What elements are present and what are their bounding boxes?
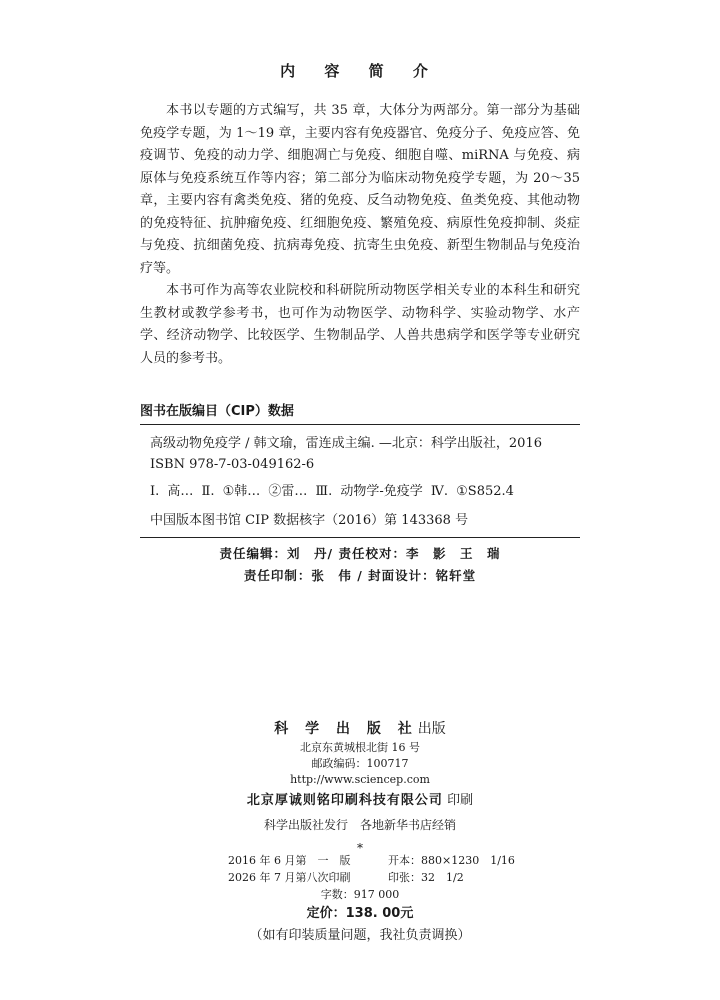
publisher-suffix: 出版 [417, 721, 446, 737]
edition-info [228, 852, 515, 886]
cip-heading: 图书在版编目（CIP）数据 [140, 404, 294, 419]
separator-star: * [357, 841, 363, 855]
printer-name: 北京厚诚则铭印刷科技有限公司 [246, 793, 443, 808]
distribution-line: 科学出版社发行 各地新华书店经销 [263, 818, 456, 832]
staff-production: 责任印制：张 伟 / 封面设计：铭轩堂 [243, 568, 477, 583]
summary-paragraph-1: 本书以专题的方式编写，共 35 章，大体分为两部分。第一部分为基础免疫学专题，为 1～19 章，主要内容有免疫器官、免疫分子、免疫应答、免疫调节、免疫的动力学、细胞凋亡与免疫、细胞自噬、miRNA 与免疫、病原体与免疫系统互作等内容；第二部分为临床动物免疫学专题，为 20～35 章，主要内容有禽类免疫、猪的免疫、反刍动物免疫、鱼类免疫、其他动物的免疫特征、抗肿瘤免疫、红细胞免疫、繁殖免疫、病原性免疫抑制、炎症与免疫、抗细菌免疫、抗病毒免疫、抗寄生虫免疫、新型生物制品与免疫治疗等。 [140, 103, 580, 276]
cip-title-line: 高级动物免疫学 / 韩文瑜，雷连成主编. —北京：科学出版社，2016 [150, 436, 542, 451]
printer-suffix: 印刷 [447, 793, 474, 808]
cip-isbn-line: ISBN 978-7-03-049162-6 [150, 457, 315, 472]
section-title: 内 容 简 介 [280, 62, 440, 80]
summary-paragraph-2: 本书可作为高等农业院校和科研院所动物医学相关专业的本科生和研究生教材或教学参考书，也可作为动物医学、动物科学、实验动物学、水产学、经济动物学、比较医学、生物制品学、人兽共患病学和医学等专业研究人员的参考书。 [140, 283, 580, 366]
publisher-block [0, 718, 720, 856]
book-format: 开本：880×1230 1/16 [388, 854, 515, 867]
publisher-url: http://www.sciencep.com [290, 773, 430, 786]
publisher-postcode: 邮政编码：100717 [311, 757, 409, 770]
cip-record [140, 424, 580, 538]
price: 定价：138. 00元 [306, 906, 414, 921]
printing-number: 2026 年 7 月第八次印刷 [228, 871, 351, 884]
publisher-address: 北京东黄城根北街 16 号 [300, 741, 420, 754]
printer-line [0, 790, 720, 812]
word-count: 字数：917 000 [320, 888, 400, 901]
first-edition: 2016 年 6 月第 一 版 [228, 854, 351, 867]
print-sheets: 印张：32 1/2 [388, 871, 464, 884]
publisher-name: 科 学 出 版 社 [274, 721, 418, 737]
summary-text [140, 100, 580, 370]
staff-editors: 责任编辑：刘 丹/ 责任校对：李 影 王 瑞 [219, 546, 501, 561]
quality-notice: （如有印装质量问题，我社负责调换） [249, 928, 471, 943]
cip-csl-number: 中国版本图书馆 CIP 数据核字（2016）第 143368 号 [150, 513, 469, 528]
cip-classification-line: Ⅰ. 高… Ⅱ. ①韩… ②雷… Ⅲ. 动物学-免疫学 Ⅳ. ①S852.4 [150, 484, 514, 499]
publisher-line [0, 718, 720, 740]
